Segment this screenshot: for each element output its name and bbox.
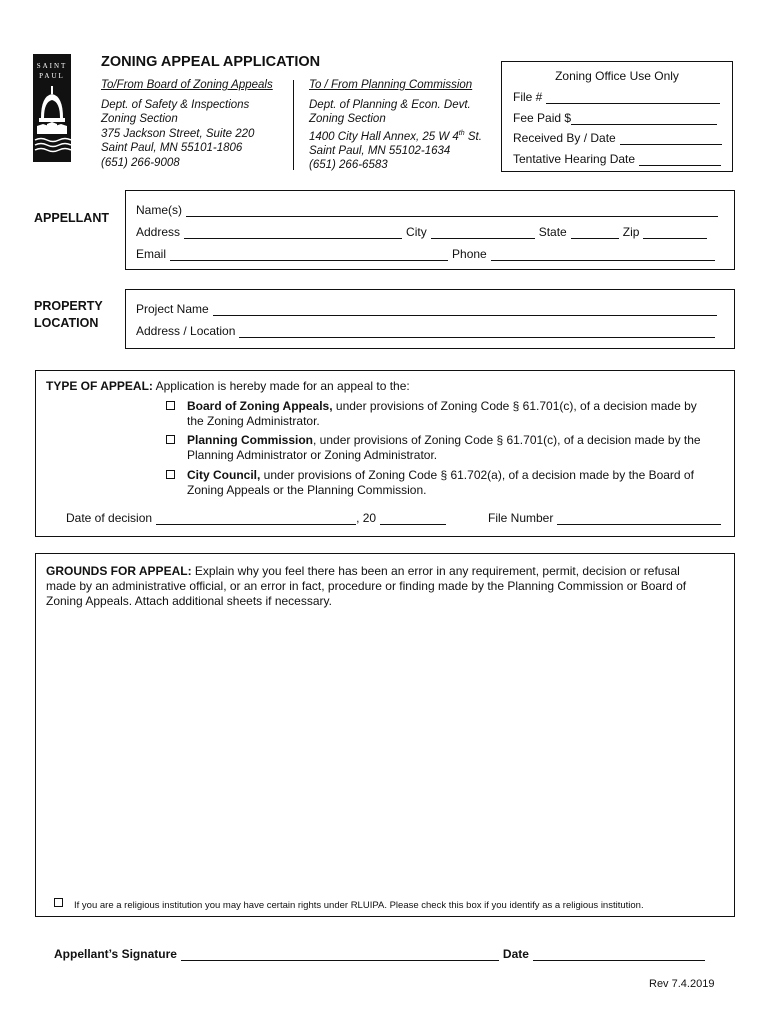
planning-commission-checkbox[interactable] xyxy=(166,435,175,444)
file-number-row: File Number xyxy=(488,511,725,525)
appellant-box xyxy=(125,190,735,270)
page-title: ZONING APPEAL APPLICATION xyxy=(101,54,321,70)
logo-text-paul: PAUL xyxy=(39,72,65,80)
office-hearing-row: Tentative Hearing Date xyxy=(513,152,725,166)
office-received-field[interactable] xyxy=(620,133,722,145)
names-row: Name(s) xyxy=(136,203,722,217)
pc-line-3: 1400 City Hall Annex, 25 W 4th St. xyxy=(309,129,482,143)
office-fee-field[interactable] xyxy=(571,113,717,125)
bza-line-2: Zoning Section xyxy=(101,113,178,125)
revision-label: Rev 7.4.2019 xyxy=(649,978,715,990)
bza-option-text: Board of Zoning Appeals, under provisions of Zoning Code § 61.701(c), of a decision made by the Zoning Administrator. xyxy=(187,399,697,428)
city-council-option-text: City Council, under provisions of Zoning Code § 61.702(a), of a decision made by the Board of Zoning Appeals or the Planning Commission. xyxy=(187,468,694,497)
bza-address-block xyxy=(101,78,273,170)
office-fee-row: Fee Paid $ xyxy=(513,111,721,125)
names-field[interactable] xyxy=(186,205,718,217)
file-number-field[interactable] xyxy=(557,513,721,525)
decision-date-field[interactable] xyxy=(156,513,356,525)
rluipa-checkbox[interactable] xyxy=(54,898,63,907)
city-field[interactable] xyxy=(431,227,535,239)
property-label: PROPERTY LOCATION xyxy=(34,299,103,330)
office-use-box xyxy=(501,61,733,172)
city-dome-icon xyxy=(33,82,71,162)
bza-line-5: (651) 266-9008 xyxy=(101,156,180,169)
location-field[interactable] xyxy=(239,326,715,338)
pc-line-1: Dept. of Planning & Econ. Devt. xyxy=(309,98,471,111)
signature-row: Appellant’s Signature Date xyxy=(54,947,709,961)
grounds-box xyxy=(35,553,735,917)
decision-date-row: Date of decision , 20 xyxy=(66,511,450,525)
bza-line-4: Saint Paul, MN 55101-1806 xyxy=(101,142,243,154)
bza-heading: To/From Board of Zoning Appeals xyxy=(101,79,273,91)
appellant-label: APPELLANT xyxy=(34,211,109,225)
property-box xyxy=(125,289,735,349)
email-row: Email Phone xyxy=(136,247,719,261)
office-file-field[interactable] xyxy=(546,92,720,104)
email-field[interactable] xyxy=(170,249,448,261)
pc-line-5: (651) 266-6583 xyxy=(309,159,388,172)
phone-field[interactable] xyxy=(491,249,715,261)
decision-year-field[interactable] xyxy=(380,513,446,525)
bza-line-1: Dept. of Safety & Inspections xyxy=(101,98,250,111)
address-divider xyxy=(293,80,294,170)
project-name-row: Project Name xyxy=(136,302,721,316)
bza-line-3: 375 Jackson Street, Suite 220 xyxy=(101,127,255,140)
logo-text-saint: SAINT xyxy=(36,62,68,70)
office-hearing-field[interactable] xyxy=(639,154,721,166)
office-file-row: File # xyxy=(513,90,724,104)
address-field[interactable] xyxy=(184,227,402,239)
pc-heading: To / From Planning Commission xyxy=(309,79,473,91)
pc-line-2: Zoning Section xyxy=(309,113,386,125)
project-name-field[interactable] xyxy=(213,304,717,316)
appeal-type-intro: TYPE OF APPEAL: Application is hereby made for an appeal to the: xyxy=(46,379,410,393)
bza-checkbox[interactable] xyxy=(166,401,175,410)
zip-field[interactable] xyxy=(643,227,707,239)
grounds-text-area[interactable] xyxy=(46,618,724,888)
city-council-checkbox[interactable] xyxy=(166,470,175,479)
grounds-instructions: GROUNDS FOR APPEAL: Explain why you feel there has been an error in any requirement, permit, decision or refusal made by an administrative official, or an error in fact, procedure or finding made by the Planning Commission or Board of Zoning Appeals. Attach additional sheets if necessary. xyxy=(46,564,687,608)
pc-line-4: Saint Paul, MN 55102-1634 xyxy=(309,144,451,157)
signature-field[interactable] xyxy=(181,949,499,961)
pc-address-block xyxy=(309,78,482,173)
address-row: Address City State Zip xyxy=(136,225,711,239)
saint-paul-logo xyxy=(33,54,71,162)
planning-commission-option-text: Planning Commission, under provisions of Zoning Code § 61.701(c), of a decision made by the Planning Administrator or Zoning Administrator. xyxy=(187,433,701,462)
rluipa-text: If you are a religious institution you may have certain rights under RLUIPA. Please check this box if you identify as a religious institution. xyxy=(74,900,644,911)
office-use-title: Zoning Office Use Only xyxy=(555,69,679,83)
office-received-row: Received By / Date xyxy=(513,131,726,145)
signature-date-field[interactable] xyxy=(533,949,705,961)
location-row: Address / Location xyxy=(136,324,719,338)
state-field[interactable] xyxy=(571,227,619,239)
appeal-type-box xyxy=(35,370,735,537)
